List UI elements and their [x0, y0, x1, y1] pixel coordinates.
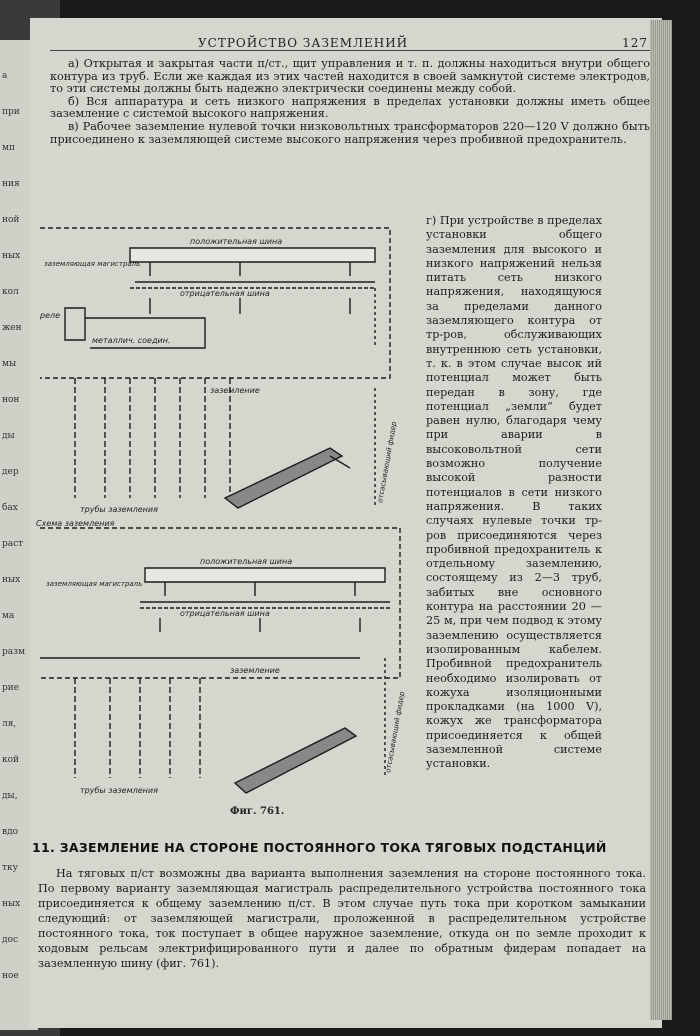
running-header: [198, 36, 648, 50]
label-scheme: Схема заземления: [36, 519, 115, 528]
label-grounding-main-2: заземляющая магистраль: [46, 580, 143, 588]
left-page-fragment: раст: [2, 539, 24, 549]
left-page-fragment: ных: [2, 899, 21, 909]
label-pos-bus-1: положительная шина: [190, 237, 283, 246]
label-cable-1: отсасывающий фидер: [376, 420, 399, 504]
left-page-fragment: тку: [2, 863, 18, 873]
side-paragraph-g: г) При устройстве в пределах установки общего заземления для высокого и низкого напряжений нельзя питать сеть низкого напряжения, находящуюся за пределами данного заземляющего контура от тр-ров, обслуживающих внутреннюю сеть установки, т. к. в этом случае высок ий потенциал может быть передан в зону, где потенциал „земли“ будет равен нулю, благодаря чему при аварии в высоковольтной сети возможно получение высокой разности потенциалов в сети низкого напряжения. В таких случаях нулевые точки тр-ров присоединяются через пробивной предохранитель к отдельному заземлению, состоящему из 2—3 труб, забитых вне основного контура на расстоянии 20 — 25 м, при чем подвод к этому заземлению осуществляется изолированным кабелем. Пробивной предохранитель необходимо изолировать от кожуха изоляционными прокладками (на 1000 V), кожух же трансформатора присоединяется к общей заземленной системе установки.: [426, 214, 602, 771]
label-grounding-main-1: заземляющая магистраль: [44, 260, 141, 268]
figure-caption: Фиг. 761.: [230, 806, 285, 817]
left-page-fragment: ды,: [2, 791, 18, 801]
page-number: 127: [622, 36, 648, 50]
left-page-fragment: рие: [2, 683, 20, 693]
book-page: [30, 18, 662, 1028]
left-page-fragment: жен: [2, 323, 22, 333]
left-page-fragment: а: [2, 71, 8, 81]
paragraph-c: в) Рабочее заземление нулевой точки низковольтных трансформаторов 220—120 V должно быть присоединено к заземляющей системе высокого напряжения через пробивной предохранитель.: [50, 119, 650, 146]
section-paragraph: На тяговых п/ст возможны два варианта выполнения заземления на стороне постоянного тока. По первому варианту заземляющая магистраль распределительного устройства постоянного тока присоединяется к общему заземлению п/ст. В этом случае путь тока при коротком замыкании следующий: от заземляющей магистрали, проложенной в распределительном устройстве постоянного тока, ток поступает в общее наружное заземление, откуда он по земле проходит к ходовым рельсам электрифицированного пути и далее по обратным фидерам попадает на заземленную шину (фиг. 761).: [38, 867, 646, 970]
label-grounding-2: заземление: [230, 666, 280, 675]
label-cable-2: отсасывающий фидер: [384, 690, 407, 774]
left-page-fragment: ды: [2, 431, 15, 441]
label-metal-conn: металлич. соедин.: [92, 336, 171, 345]
label-grounding-1: заземление: [210, 386, 260, 395]
left-page-fragment: ма: [2, 611, 15, 621]
left-page-fragment: дос: [2, 935, 19, 945]
grounding-diagram: [30, 218, 425, 818]
left-page-fragment: вдо: [2, 827, 19, 837]
label-relay: реле: [40, 311, 61, 320]
label-pipes-1: трубы заземления: [80, 505, 158, 514]
left-page-fragment: нон: [2, 395, 20, 405]
left-page-fragment: ния: [2, 179, 20, 189]
header-rule: [50, 50, 650, 51]
paragraph-a: а) Открытая и закрытая части п/ст., щит управления и т. п. должны находиться внутри общего контура из труб. Если же каждая из этих частей находится в своей замкнутой системе электродов, то эти системы должны быть надежно электрически соединены между собой.: [50, 57, 650, 96]
left-page-fragment: мп: [2, 143, 15, 153]
label-neg-bus-1: отрицательная шина: [180, 289, 270, 298]
section-body: [38, 866, 646, 971]
running-title: УСТРОЙСТВО ЗАЗЕМЛЕНИЙ: [198, 36, 409, 50]
left-page-fragment: при: [2, 107, 20, 117]
left-page-fragment: ля,: [2, 719, 17, 729]
left-page-fragment: бах: [2, 503, 18, 513]
left-page-fragment: ное: [2, 971, 19, 981]
left-page-fragment: ных: [2, 575, 21, 585]
page-stack-edge: [650, 20, 672, 1020]
label-pos-bus-2: положительная шина: [200, 557, 293, 566]
paragraph-b: б) Вся аппаратура и сеть низкого напряжения в пределах установки должны иметь общее заземление с системой высокого напряжения.: [50, 94, 650, 121]
label-pipes-2: трубы заземления: [80, 786, 158, 795]
left-page-fragment: кол: [2, 287, 19, 297]
intro-paragraphs: [50, 58, 650, 146]
section-title: 11. ЗАЗЕМЛЕНИЕ НА СТОРОНЕ ПОСТОЯННОГО ТОКА ТЯГОВЫХ ПОДСТАНЦИЙ: [32, 840, 607, 855]
left-page-fragment: ной: [2, 215, 20, 225]
label-neg-bus-2: отрицательная шина: [180, 609, 270, 618]
left-page-fragment: дер: [2, 467, 19, 477]
left-page-fragment: кой: [2, 755, 20, 765]
left-page-fragment: разм: [2, 647, 26, 657]
left-page-fragment: мы: [2, 359, 17, 369]
left-page-fragment: ных: [2, 251, 21, 261]
